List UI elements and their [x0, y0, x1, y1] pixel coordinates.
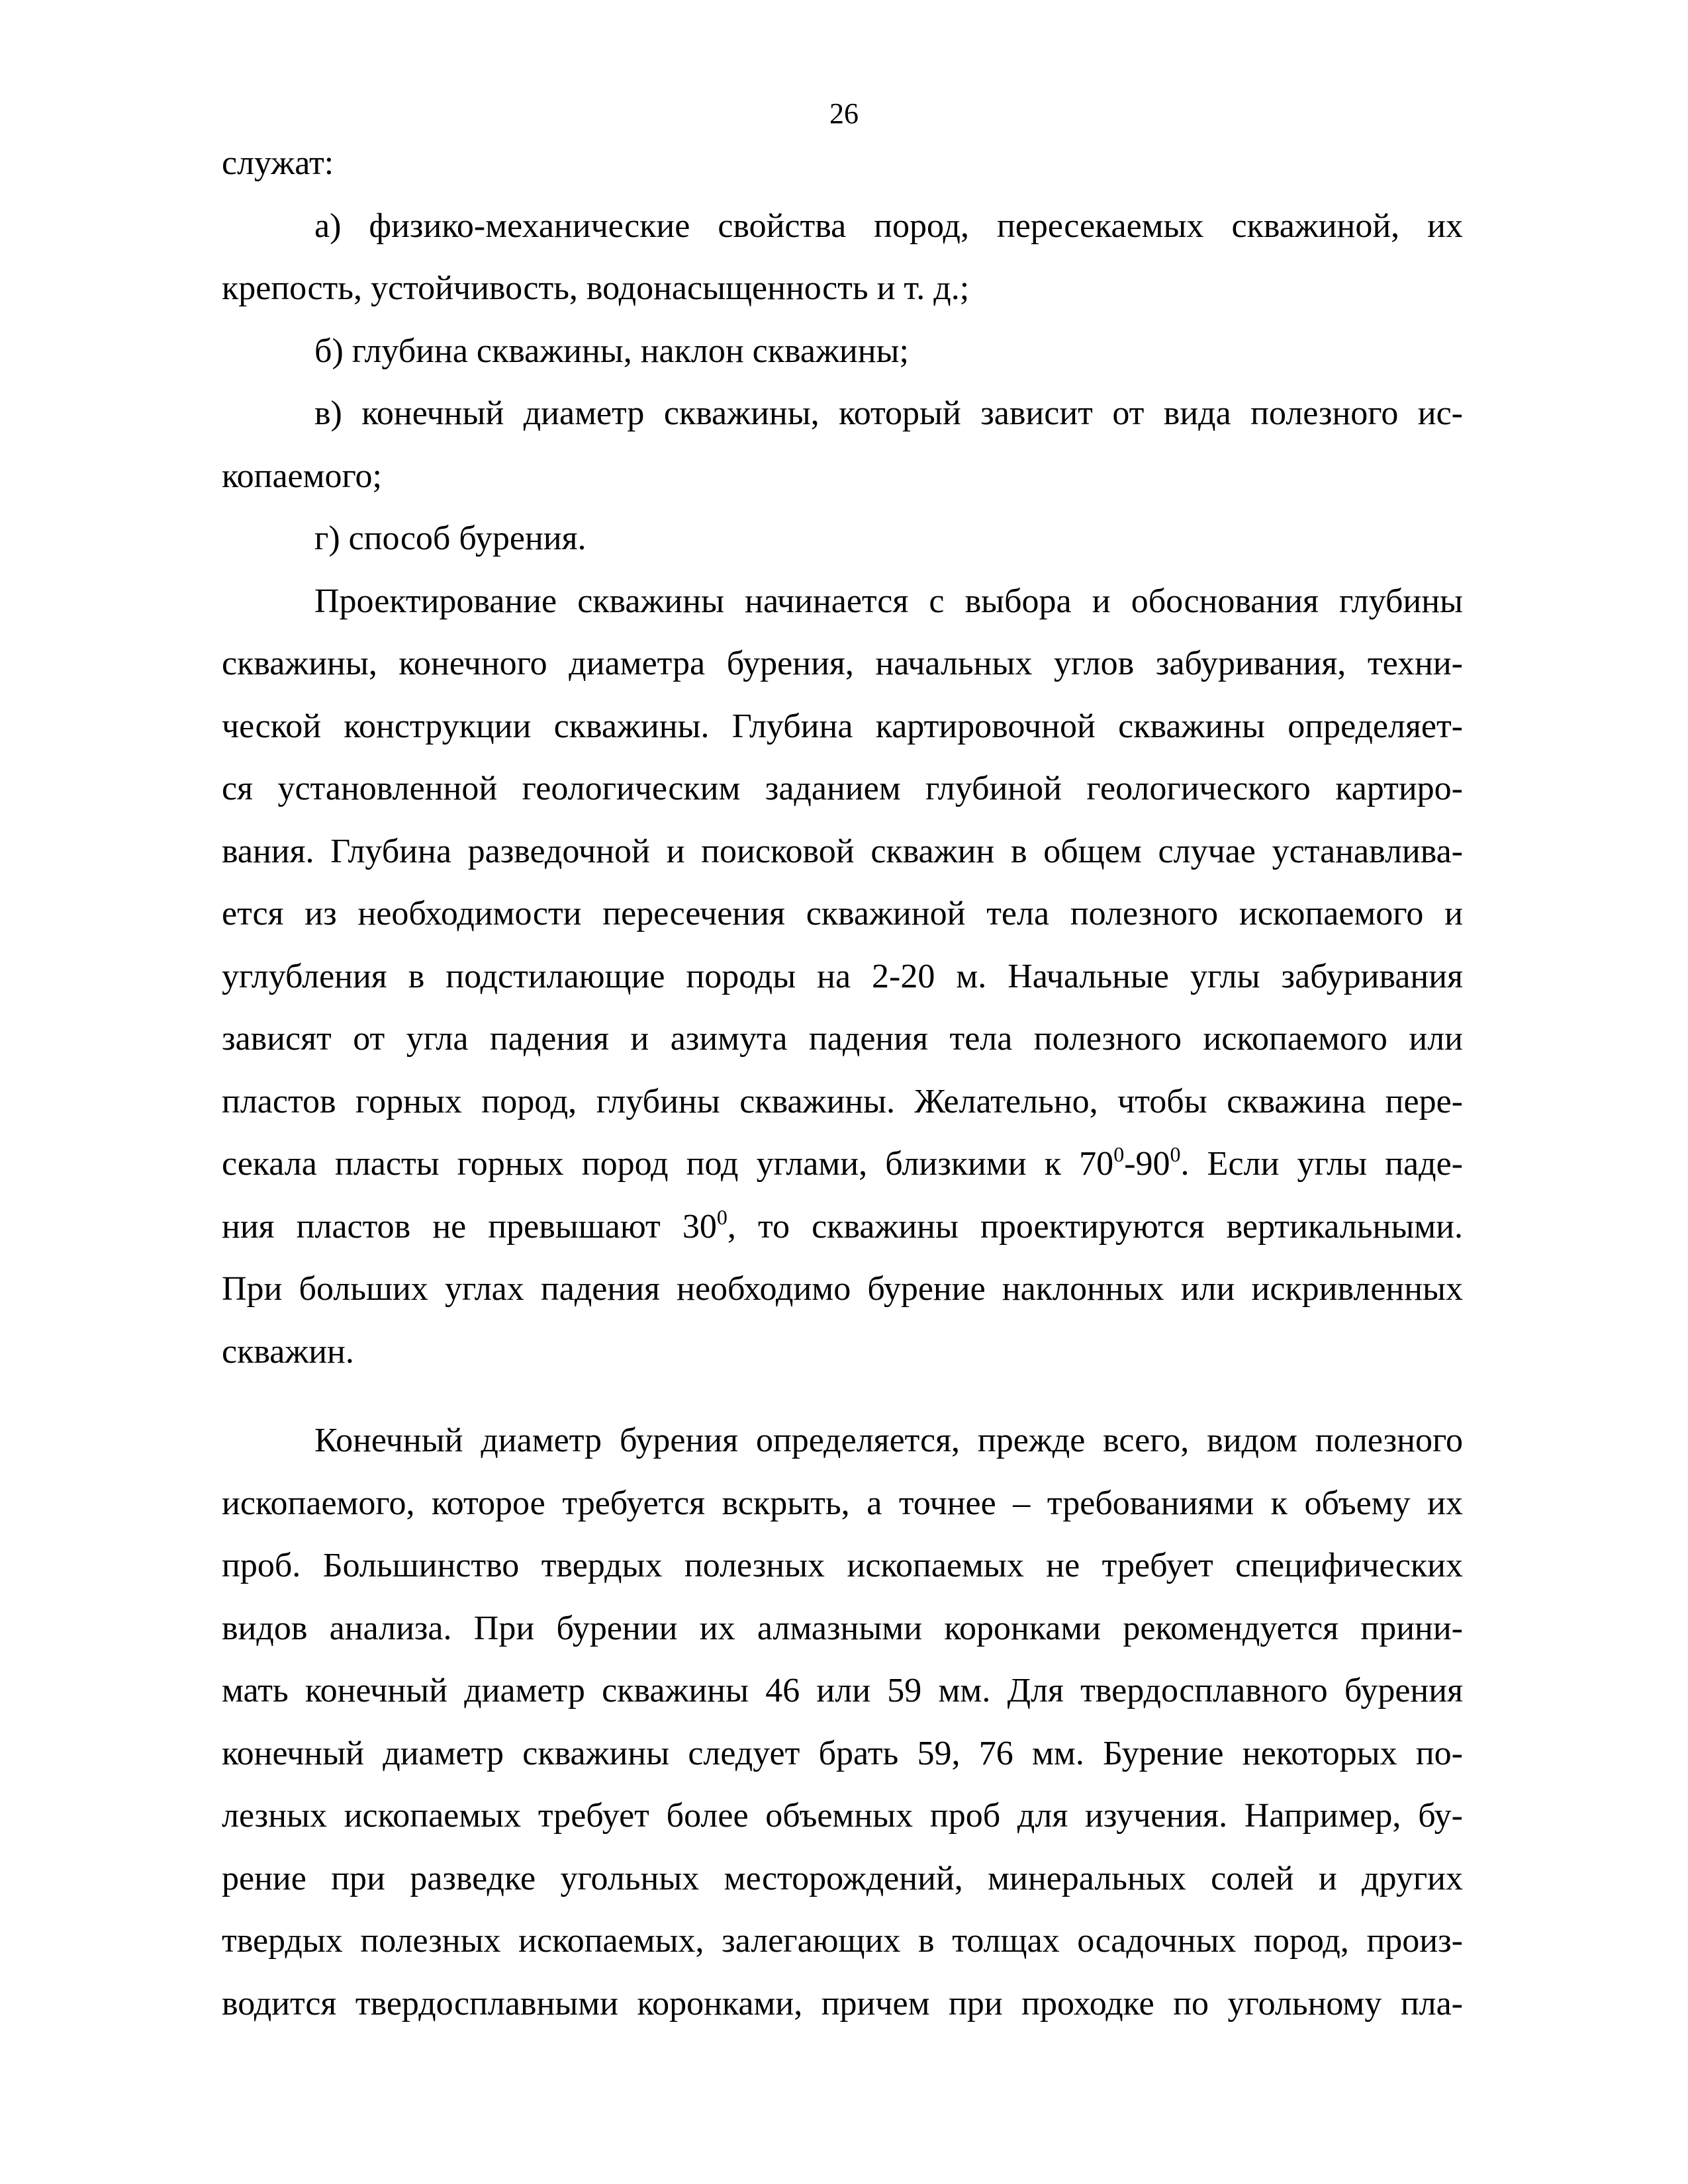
text-line: г) способ бурения.: [314, 520, 586, 557]
text-line: проб. Большинство твердых полезных ископаемых не требует специфических: [222, 1547, 1463, 1584]
text-line: ется из необходимости пересечения скважиной тела полезного ископаемого и: [222, 895, 1463, 933]
text-line: крепость, устойчивость, водонасыщенность и т. д.;: [222, 269, 970, 307]
text-line: Конечный диаметр бурения определяется, прежде всего, видом полезного: [314, 1422, 1463, 1459]
text-line: вания. Глубина разведочной и поисковой скважин в общем случае устанавлива-: [222, 832, 1463, 870]
paragraph-block-1: [222, 132, 1463, 1133]
text-line: ся установленной геологическим заданием глубиной геологического картиро-: [222, 770, 1463, 807]
text-line: ческой конструкции скважины. Глубина картировочной скважины определяет-: [222, 707, 1463, 745]
text-line: конечный диаметр скважины следует брать 59, 76 мм. Бурение некоторых по-: [222, 1734, 1463, 1772]
text-line: водится твердосплавными коронками, причем при проходке по угольному пла-: [222, 1984, 1463, 2023]
text-line: Проектирование скважины начинается с выбора и обоснования глубины: [314, 582, 1463, 620]
text-line: служат:: [222, 144, 334, 182]
body-text: [222, 132, 1463, 2035]
page-number: 26: [829, 97, 859, 130]
paragraph-block-1-end: [222, 1258, 1463, 1383]
text-line: ния пластов не превышают $30^0$, то скважины проектируются вертикальными.: [222, 1205, 1463, 1246]
text-line: ископаемого, которое требуется вскрыть, а точнее – требованиями к объему их: [222, 1484, 1463, 1522]
text-line: твердых полезных ископаемых, залегающих в толщах осадочных пород, произ-: [222, 1922, 1463, 1960]
text-line: пластов горных пород, глубины скважины. Желательно, чтобы скважина пере-: [222, 1082, 1463, 1120]
paragraph-block-2: [222, 1410, 1463, 2035]
text-line: секала пласты горных пород под углами, близкими к $70^0-90^0$. Если углы паде-: [222, 1142, 1463, 1183]
text-line: видов анализа. При бурении их алмазными коронками рекомендуется прини-: [222, 1609, 1463, 1647]
text-line: мать конечный диаметр скважины 46 или 59 мм. Для твердосплавного бурения: [222, 1672, 1463, 1709]
text-line: а) физико-механические свойства пород, пересекаемых скважиной, их: [314, 206, 1463, 245]
text-line: При больших углах падения необходимо бурение наклонных или искривленных: [222, 1270, 1463, 1308]
text-line: зависят от угла падения и азимута падения тела полезного ископаемого или: [222, 1020, 1463, 1058]
text-line: скважины, конечного диаметра бурения, начальных углов забуривания, техни-: [222, 645, 1463, 682]
text-line: углубления в подстилающие породы на 2-20 м. Начальные углы забуривания: [222, 957, 1463, 995]
text-line: копаемого;: [222, 457, 382, 495]
text-line: скважин.: [222, 1332, 354, 1371]
text-line: лезных ископаемых требует более объемных проб для изучения. Например, бу-: [222, 1797, 1463, 1835]
text-line: в) конечный диаметр скважины, который зависит от вида полезного ис-: [314, 394, 1463, 432]
text-line: б) глубина скважины, наклон скважины;: [314, 332, 909, 370]
text-line: рение при разведке угольных месторождений, минеральных солей и других: [222, 1859, 1463, 1897]
